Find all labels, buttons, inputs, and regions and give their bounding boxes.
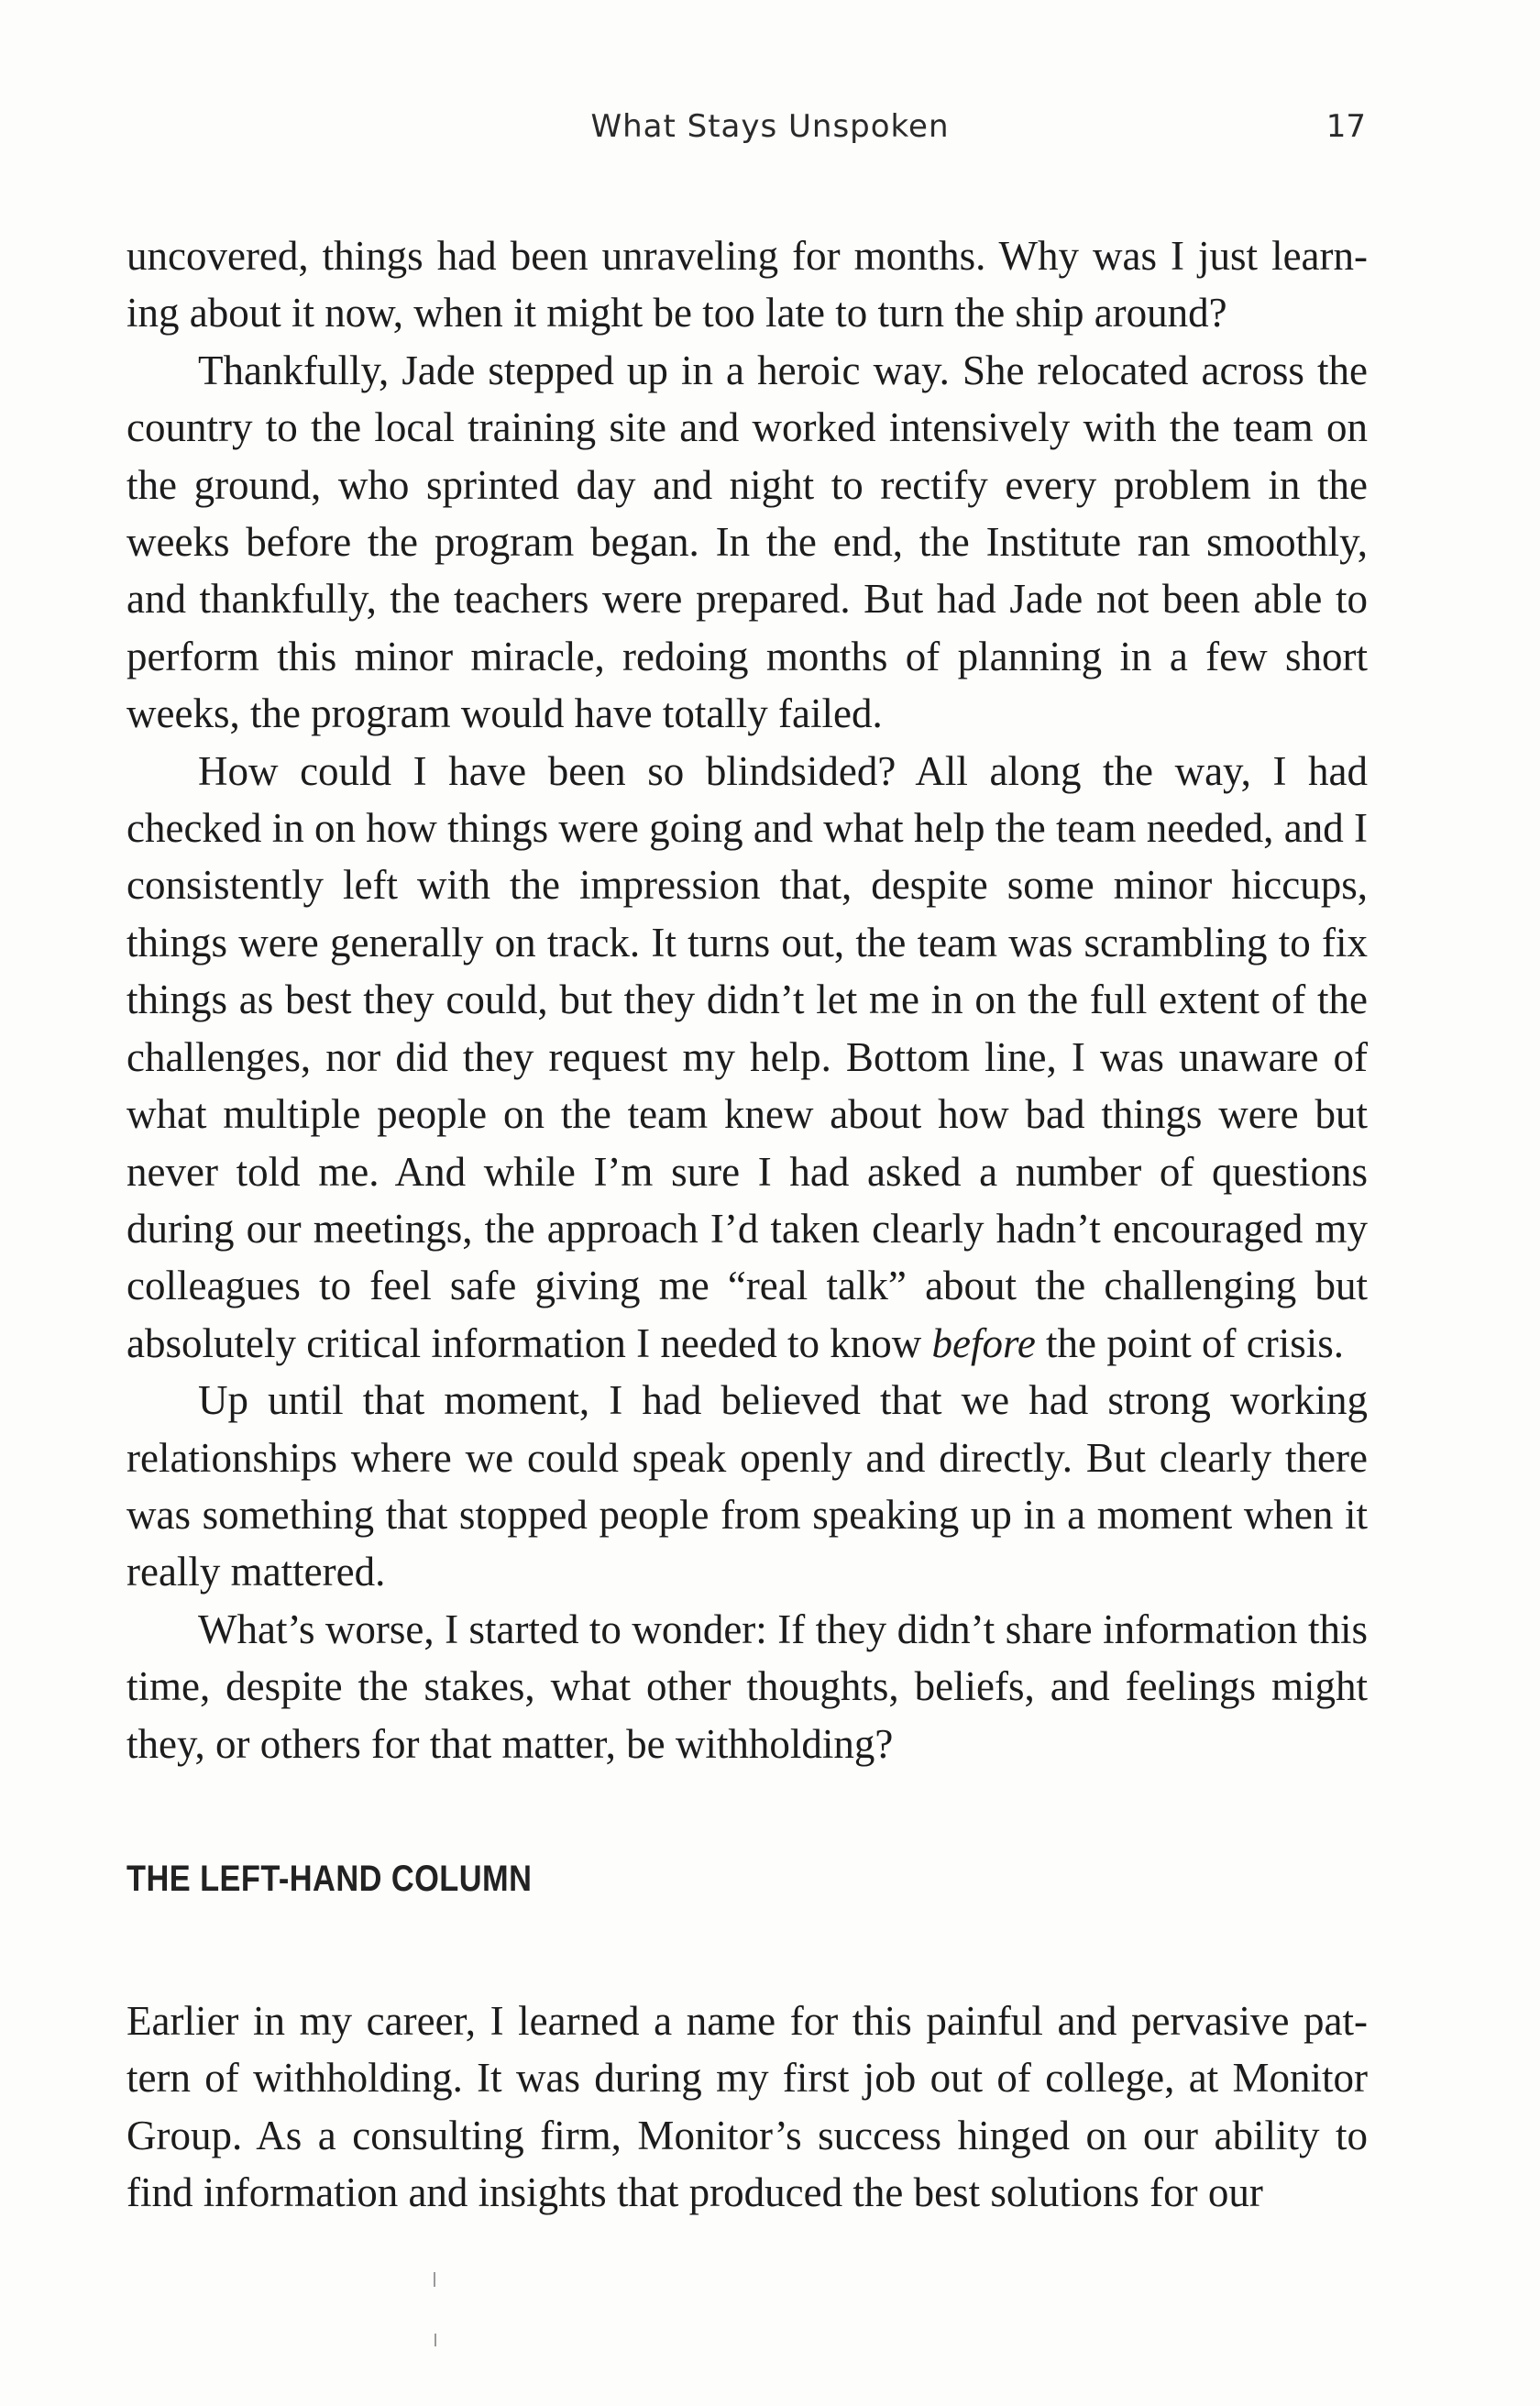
paragraph-text: the point of crisis. (1035, 1319, 1345, 1366)
scan-speck (434, 2334, 436, 2346)
section-heading: THE LEFT-HAND COLUMN (126, 1859, 533, 1899)
paragraph: Thankfully, Jade stepped up in a heroic way. She relocated across the country to the local training site and worked intensively with the team on the ground, who sprinted day and night to rectify every problem in the weeks before the program began. In the end, the Institute ran smoothly, and thankfully, the teachers were prepared. But had Jade not been able to perform this minor miracle, redoing months of planning in a few short weeks, the program would have totally failed. (126, 347, 1368, 737)
running-title: What Stays Unspoken (590, 108, 950, 145)
paragraph (126, 743, 1368, 1372)
section-body-text (126, 1992, 1368, 2222)
running-head (0, 108, 1540, 154)
emphasized-word: before (931, 1319, 1036, 1366)
paragraph: Up until that moment, I had believed that we had strong working relationships where we could speak openly and directly. But clearly there was something that stopped people from speaking up in a moment when it really mattered. (126, 1377, 1368, 1595)
body-text (126, 227, 1368, 1772)
paragraph-text: How could I have been so blindsided? All along the way, I had checked in on how things were going and what help the team needed, and I consistently left with the impression that, despite some minor hiccups, things were generally on track. It turns out, the team was scrambling to fix things as best they could, but they didn’t let me in on the full extent of the challenges, nor did they request my help. Bottom line, I was unaware of what multiple people on the team knew about how bad things were but never told me. And while I’m sure I had asked a number of questions during our meetings, the approach I’d taken clearly hadn’t encouraged my colleagues to feel safe giving me “real talk” about the challenging but absolutely critical information I needed to know (126, 747, 1368, 1366)
page-number: 17 (1326, 108, 1366, 145)
scan-speck (434, 2272, 435, 2287)
paragraph: What’s worse, I started to wonder: If they didn’t share information this time, despite the stakes, what other thoughts, beliefs, and feelings might they, or others for that matter, be withholding? (126, 1606, 1368, 1767)
paragraph: Earlier in my career, I learned a name for this painful and pervasive pat-tern of withholding. It was during my first job out of college, at Monitor Group. As a consulting firm, Monitor’s success hinged on our ability to find information and insights that produced the best solutions for our (126, 1998, 1368, 2216)
paragraph: uncovered, things had been unraveling for months. Why was I just learn-ing about it now, when it might be too late to turn the ship around? (126, 233, 1368, 337)
